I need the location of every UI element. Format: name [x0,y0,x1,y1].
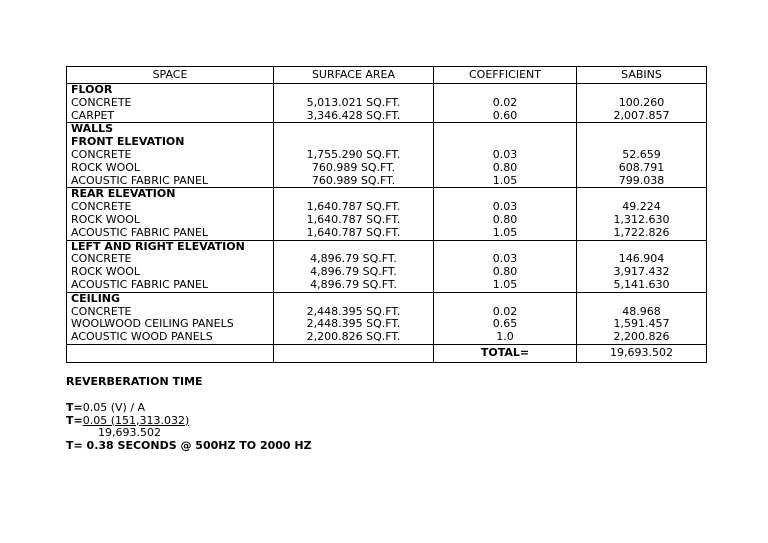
table-row [67,149,707,162]
formula-numerator: 0.05 (151,313.032) [82,413,190,427]
empty-cell [434,292,577,305]
cell-space: ROCK WOOL [67,266,274,279]
total-empty-cell [274,344,434,362]
empty-cell [274,136,434,149]
cell-surface-area: 2,448.395 SQ.FT. [274,306,434,319]
empty-cell [577,240,707,253]
cell-surface-area: 1,640.787 SQ.FT. [274,201,434,214]
formula-prefix: T= [66,413,83,427]
table-header-row [67,67,707,84]
table-row [67,110,707,123]
cell-coefficient: 1.0 [434,331,577,344]
section-heading-row [67,188,707,201]
cell-space: CONCRETE [67,201,274,214]
document-sheet [66,66,706,453]
section-heading-row [67,136,707,149]
formula-line-2 [66,415,706,428]
section-heading: FLOOR [67,84,274,97]
table-row [67,214,707,227]
empty-cell [274,84,434,97]
section-heading: LEFT AND RIGHT ELEVATION [67,240,274,253]
empty-cell [577,123,707,136]
table-row [67,331,707,344]
section-heading-row [67,240,707,253]
cell-surface-area: 1,755.290 SQ.FT. [274,149,434,162]
cell-sabins: 2,200.826 [577,331,707,344]
cell-surface-area: 2,200.826 SQ.FT. [274,331,434,344]
empty-cell [577,292,707,305]
table-row [67,97,707,110]
cell-sabins: 3,917.432 [577,266,707,279]
header-coefficient: COEFFICIENT [434,67,577,84]
cell-coefficient: 0.80 [434,214,577,227]
cell-sabins: 2,007.857 [577,110,707,123]
cell-coefficient: 1.05 [434,279,577,292]
total-value: 19,693.502 [577,344,707,362]
cell-sabins: 5,141.630 [577,279,707,292]
header-sabins: SABINS [577,67,707,84]
empty-cell [274,240,434,253]
empty-cell [274,188,434,201]
cell-coefficient: 0.03 [434,201,577,214]
cell-surface-area: 4,896.79 SQ.FT. [274,279,434,292]
cell-coefficient: 0.03 [434,149,577,162]
cell-surface-area: 1,640.787 SQ.FT. [274,227,434,240]
section-heading: CEILING [67,292,274,305]
cell-sabins: 100.260 [577,97,707,110]
cell-sabins: 52.659 [577,149,707,162]
cell-space: CONCRETE [67,253,274,266]
cell-coefficient: 0.03 [434,253,577,266]
table-row [67,201,707,214]
cell-surface-area: 3,346.428 SQ.FT. [274,110,434,123]
total-row [67,344,707,362]
table-body [67,84,707,345]
cell-space: ROCK WOOL [67,162,274,175]
table-row [67,253,707,266]
cell-surface-area: 760.989 SQ.FT. [274,175,434,188]
cell-coefficient: 1.05 [434,227,577,240]
cell-surface-area: 4,896.79 SQ.FT. [274,253,434,266]
cell-sabins: 1,722.826 [577,227,707,240]
cell-sabins: 1,591.457 [577,318,707,331]
table-row [67,266,707,279]
reverberation-formula [66,376,706,453]
table-row [67,175,707,188]
formula-prefix: T= [66,400,83,414]
table-row [67,279,707,292]
cell-coefficient: 0.60 [434,110,577,123]
cell-surface-area: 2,448.395 SQ.FT. [274,318,434,331]
cell-sabins: 799.038 [577,175,707,188]
total-empty-cell [67,344,274,362]
cell-coefficient: 0.80 [434,266,577,279]
empty-cell [434,136,577,149]
cell-sabins: 608.791 [577,162,707,175]
table-row [67,318,707,331]
cell-sabins: 146.904 [577,253,707,266]
cell-coefficient: 0.65 [434,318,577,331]
empty-cell [434,188,577,201]
section-heading-row [67,123,707,136]
cell-space: ACOUSTIC FABRIC PANEL [67,279,274,292]
cell-space: ROCK WOOL [67,214,274,227]
cell-space: WOOLWOOD CEILING PANELS [67,318,274,331]
cell-space: CONCRETE [67,306,274,319]
cell-coefficient: 0.02 [434,97,577,110]
empty-cell [577,84,707,97]
cell-sabins: 1,312.630 [577,214,707,227]
cell-coefficient: 0.02 [434,306,577,319]
section-heading: REAR ELEVATION [67,188,274,201]
reverberation-table [66,66,707,363]
header-space: SPACE [67,67,274,84]
cell-space: CARPET [67,110,274,123]
cell-coefficient: 1.05 [434,175,577,188]
total-label: TOTAL= [434,344,577,362]
cell-space: ACOUSTIC FABRIC PANEL [67,227,274,240]
cell-sabins: 48.968 [577,306,707,319]
cell-sabins: 49.224 [577,201,707,214]
empty-cell [274,292,434,305]
empty-cell [577,136,707,149]
formula-denominator: 19,693.502 [98,426,161,440]
empty-cell [434,84,577,97]
cell-surface-area: 760.989 SQ.FT. [274,162,434,175]
table-row [67,227,707,240]
cell-space: CONCRETE [67,149,274,162]
section-heading-row [67,292,707,305]
formula-expression: 0.05 (V) / A [82,400,146,414]
table-row [67,306,707,319]
cell-coefficient: 0.80 [434,162,577,175]
header-surface-area: SURFACE AREA [274,67,434,84]
section-heading-row [67,84,707,97]
formula-result: T= 0.38 SECONDS @ 500HZ TO 2000 HZ [66,439,312,453]
empty-cell [577,188,707,201]
cell-space: ACOUSTIC WOOD PANELS [67,331,274,344]
cell-surface-area: 1,640.787 SQ.FT. [274,214,434,227]
cell-space: ACOUSTIC FABRIC PANEL [67,175,274,188]
empty-cell [434,240,577,253]
empty-cell [434,123,577,136]
empty-cell [274,123,434,136]
cell-surface-area: 5,013.021 SQ.FT. [274,97,434,110]
section-heading: FRONT ELEVATION [67,136,274,149]
table-row [67,162,707,175]
cell-space: CONCRETE [67,97,274,110]
section-heading: WALLS [67,123,274,136]
formula-title: REVERBERATION TIME [66,374,203,388]
cell-surface-area: 4,896.79 SQ.FT. [274,266,434,279]
